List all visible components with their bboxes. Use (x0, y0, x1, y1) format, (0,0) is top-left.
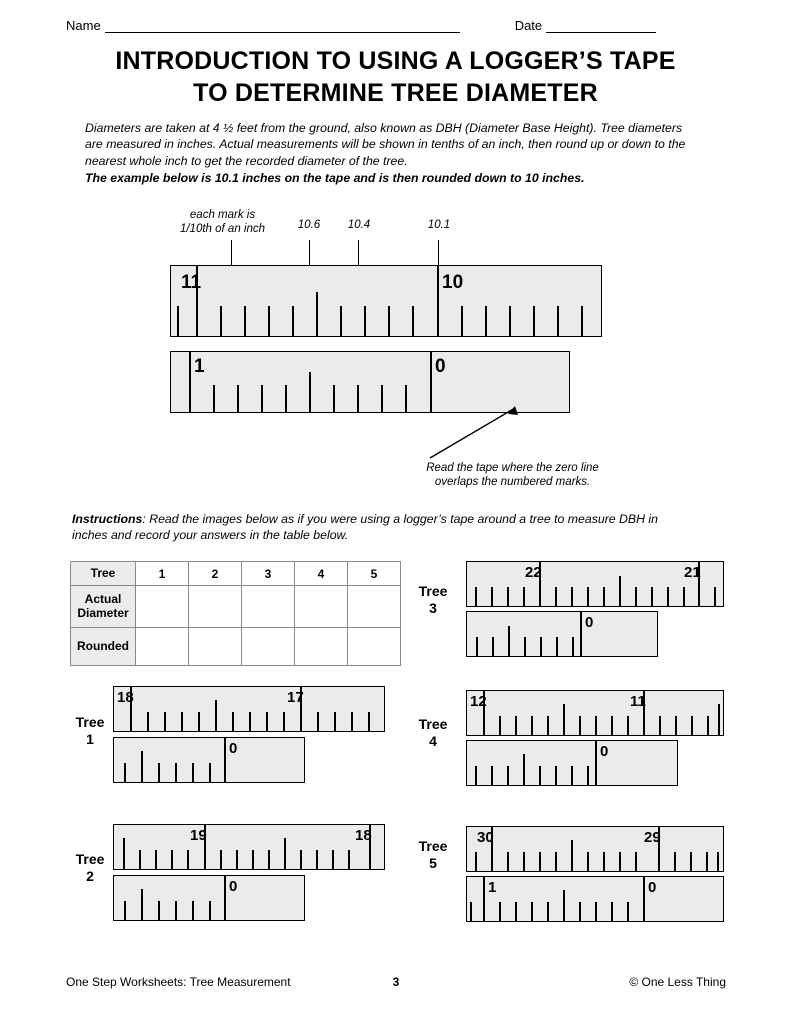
tick (547, 716, 549, 735)
tick (603, 587, 605, 606)
tick (557, 306, 559, 336)
tick (540, 637, 542, 656)
tick (556, 637, 558, 656)
callout-each-mark-line2: 1/10th of an inch (179, 223, 266, 236)
tree-2-bottom-number-right: 0 (229, 878, 238, 895)
table-row-label-actual-diameter (71, 586, 136, 628)
tree-4-bottom-number-right: 0 (600, 743, 609, 760)
example-bottom-number-right: 0 (435, 356, 446, 377)
tick (124, 763, 126, 782)
table-row (71, 628, 401, 666)
tree-3-label-line1: Tree (418, 583, 448, 599)
tick-half (523, 754, 525, 785)
tick (492, 637, 494, 656)
page-title-line2: TO DETERMINE TREE DIAMETER (193, 78, 598, 107)
table-cell-actual-5[interactable] (348, 586, 401, 628)
tree-1-bottom-number-right: 0 (229, 740, 238, 757)
tree-1-label-line2: 1 (86, 730, 94, 747)
tick (555, 587, 557, 606)
table-header-4: 4 (295, 562, 348, 586)
tick (524, 637, 526, 656)
tree-5-bottom-number-left: 1 (488, 879, 497, 896)
tick (155, 850, 157, 869)
row-label-line1: Actual (84, 591, 122, 606)
example-bottom-number-left: 1 (194, 356, 205, 377)
tick (461, 306, 463, 336)
table-cell-actual-3[interactable] (242, 586, 295, 628)
instructions-label: Instructions (72, 512, 143, 526)
tick (261, 385, 263, 412)
tick (659, 716, 661, 735)
tick (523, 587, 525, 606)
tick (491, 766, 493, 785)
tick (683, 587, 685, 606)
table-header-3: 3 (242, 562, 295, 586)
tick (252, 850, 254, 869)
tree-3-top-number-right: 21 (684, 564, 701, 581)
tree-5-label (405, 838, 461, 872)
tick (268, 850, 270, 869)
callout-each-mark (160, 208, 285, 236)
tick (187, 850, 189, 869)
tick-half (619, 576, 621, 606)
tick (198, 712, 200, 731)
table-cell-actual-2[interactable] (189, 586, 242, 628)
tick-half (571, 840, 573, 871)
tick (571, 766, 573, 785)
table-header-5: 5 (348, 562, 401, 586)
tick (283, 712, 285, 731)
tick (595, 716, 597, 735)
tick (181, 712, 183, 731)
tree-4-top-number-left: 12 (470, 693, 487, 710)
tick (675, 716, 677, 735)
tick-half (123, 838, 125, 869)
table-row (71, 586, 401, 628)
tree-2-top-number-right: 18 (355, 827, 372, 844)
tick (587, 766, 589, 785)
tick (334, 712, 336, 731)
tick (717, 852, 719, 871)
tick (507, 852, 509, 871)
tick (292, 306, 294, 336)
tick (691, 716, 693, 735)
tick (164, 712, 166, 731)
tree-4-label-line1: Tree (418, 716, 448, 732)
tick (266, 712, 268, 731)
tick-half (563, 704, 565, 735)
tick (192, 901, 194, 920)
callout-10-1: 10.1 (427, 219, 451, 231)
tick (244, 306, 246, 336)
instructions (72, 511, 692, 544)
tick (340, 306, 342, 336)
tick (533, 306, 535, 336)
tick (651, 587, 653, 606)
example-top-ruler (170, 265, 602, 337)
table-cell-rounded-4[interactable] (295, 628, 348, 666)
tick (547, 902, 549, 921)
tree-2-zero-line (224, 876, 226, 920)
tick (333, 385, 335, 412)
example-top-number-left: 11 (181, 272, 202, 293)
tick (555, 766, 557, 785)
tick (232, 712, 234, 731)
example-top-number-right: 10 (442, 272, 464, 293)
tree-5-top-number-right: 29 (644, 829, 661, 846)
tick (579, 902, 581, 921)
tick (348, 850, 350, 869)
tick-half (563, 890, 565, 921)
tick (587, 852, 589, 871)
tree-3-label (405, 583, 461, 617)
tick (515, 716, 517, 735)
tick (476, 637, 478, 656)
tree-3-zero-line (580, 612, 582, 656)
tick (209, 901, 211, 920)
tick-half (309, 372, 311, 412)
page-title-line1: INTRODUCTION TO USING A LOGGER’S TAPE (115, 47, 676, 75)
tick (332, 850, 334, 869)
tree-1-zero-line (224, 738, 226, 782)
tick-half (284, 838, 286, 869)
tree-3-bottom-ruler (466, 611, 658, 657)
tree-5-top-ruler (466, 826, 724, 872)
tick-half (141, 889, 143, 920)
tick (475, 587, 477, 606)
tree-2-bottom-ruler (113, 875, 305, 921)
tree-2-label (62, 851, 118, 885)
tree-4-top-number-right: 11 (630, 693, 646, 710)
tick (707, 716, 709, 735)
table-header-row (71, 562, 401, 586)
tick (475, 766, 477, 785)
tick (177, 306, 179, 336)
tick (714, 587, 716, 606)
tick (351, 712, 353, 731)
tree-2-top-number-left: 19 (190, 827, 207, 844)
tick (357, 385, 359, 412)
tick (236, 850, 238, 869)
tick (706, 852, 708, 871)
tree-4-label-line2: 4 (429, 732, 437, 749)
tick (158, 901, 160, 920)
tick (470, 902, 472, 921)
tree-3-bottom-number-right: 0 (585, 614, 594, 631)
intro-emphasis: The example below is 10.1 inches on the tape and is then rounded down to 10 inches. (85, 171, 585, 185)
tick (627, 902, 629, 921)
instructions-text: : Read the images below as if you were using a logger’s tape around a tree to measure DBH in inches and record your answers in the table below. (72, 512, 658, 543)
tick (285, 385, 287, 412)
tick (220, 850, 222, 869)
tick-half (215, 700, 217, 731)
date-input-line[interactable] (546, 19, 656, 33)
tick (388, 306, 390, 336)
zero-line-note-line2: overlaps the numbered marks. (434, 476, 591, 489)
tick (268, 306, 270, 336)
tick (368, 712, 370, 731)
zero-line-note-line1: Read the tape where the zero line (426, 462, 599, 474)
table-cell-actual-4[interactable] (295, 586, 348, 628)
tree-1-bottom-ruler (113, 737, 305, 783)
tree-3-top-ruler (466, 561, 724, 607)
tree-1-top-number-right: 17 (287, 689, 304, 706)
tick (317, 712, 319, 731)
example-bottom-line-1 (189, 352, 191, 412)
tick-half (508, 626, 510, 656)
table-cell-rounded-5[interactable] (348, 628, 401, 666)
intro-paragraph: Diameters are taken at 4 ½ feet from the ground, also known as DBH (Diameter Base Height). Tree diameters are measured in inches. Actual measurements will be shown in tenths of an inch, then round up or down to the nearest whole inch to get the recorded diameter of the tree. (85, 121, 686, 168)
tick (485, 306, 487, 336)
row-label-line2: Diameter (77, 605, 129, 620)
tick (499, 902, 501, 921)
tick (209, 763, 211, 782)
tick (499, 716, 501, 735)
tick (220, 306, 222, 336)
table-cell-rounded-1[interactable] (136, 628, 189, 666)
tick (147, 712, 149, 731)
tick (690, 852, 692, 871)
zero-line-note (395, 461, 630, 490)
tick (572, 637, 574, 656)
tick (412, 306, 414, 336)
footer-page-number: 3 (392, 975, 400, 989)
tree-4-top-ruler (466, 690, 724, 736)
tree-2-top-ruler (113, 824, 385, 870)
tick (515, 902, 517, 921)
tick (718, 704, 720, 735)
tree-2-label-line1: Tree (75, 851, 105, 867)
callout-each-mark-line1: each mark is (189, 209, 256, 221)
table-cell-actual-1[interactable] (136, 586, 189, 628)
tree-2-label-line2: 2 (86, 867, 94, 884)
tick (237, 385, 239, 412)
tree-5-bottom-line-1 (483, 877, 485, 921)
tick-half (141, 751, 143, 782)
footer-left: One Step Worksheets: Tree Measurement (66, 975, 291, 989)
table-row-label-rounded: Rounded (71, 628, 136, 666)
tick (674, 852, 676, 871)
tick (171, 850, 173, 869)
tick (475, 852, 477, 871)
table-header-tree: Tree (71, 562, 136, 586)
tree-1-label (62, 714, 118, 748)
tick (635, 587, 637, 606)
tick (509, 306, 511, 336)
tick-half (316, 292, 318, 336)
answer-table (70, 561, 401, 666)
tick (175, 763, 177, 782)
table-header-2: 2 (189, 562, 242, 586)
tick (611, 716, 613, 735)
tick (627, 716, 629, 735)
page-title (0, 46, 791, 110)
tick (619, 852, 621, 871)
table-cell-rounded-3[interactable] (242, 628, 295, 666)
callout-10-6: 10.6 (297, 219, 321, 231)
note-leader-line (400, 404, 520, 464)
tree-3-top-number-left: 22 (525, 564, 542, 581)
tick (381, 385, 383, 412)
tick (491, 587, 493, 606)
tree-3-label-line2: 3 (429, 599, 437, 616)
tick (213, 385, 215, 412)
tick (507, 766, 509, 785)
tree-4-zero-line (595, 741, 597, 785)
table-cell-rounded-2[interactable] (189, 628, 242, 666)
tick (364, 306, 366, 336)
tick (507, 587, 509, 606)
tick (531, 716, 533, 735)
tick (581, 306, 583, 336)
tree-5-label-line1: Tree (418, 838, 448, 854)
date-label: Date (514, 18, 543, 33)
example-bottom-zero-line (430, 352, 432, 412)
tick (175, 901, 177, 920)
tick (579, 716, 581, 735)
tick (555, 852, 557, 871)
tree-5-bottom-ruler (466, 876, 724, 922)
tree-1-top-ruler (113, 686, 385, 732)
page-footer (66, 975, 726, 989)
tree-5-top-number-left: 30 (477, 829, 494, 846)
tree-5-zero-line (643, 877, 645, 921)
tick (539, 766, 541, 785)
tick (603, 852, 605, 871)
tick (667, 587, 669, 606)
tick (539, 852, 541, 871)
tick (249, 712, 251, 731)
example-top-line-10 (437, 266, 439, 336)
table-header-1: 1 (136, 562, 189, 586)
tick (158, 763, 160, 782)
tree-4-label (405, 716, 461, 750)
tick (192, 763, 194, 782)
tick (571, 587, 573, 606)
tick (595, 902, 597, 921)
tree-1-top-number-left: 18 (117, 689, 134, 706)
tick (300, 850, 302, 869)
name-input-line[interactable] (105, 19, 460, 33)
name-label: Name (66, 18, 101, 33)
tree-5-bottom-number-right: 0 (648, 879, 657, 896)
tick (139, 850, 141, 869)
tick (124, 901, 126, 920)
header-fields (66, 18, 726, 33)
tick (587, 587, 589, 606)
tick (531, 902, 533, 921)
tick (611, 902, 613, 921)
tick (316, 850, 318, 869)
tree-1-label-line1: Tree (75, 714, 105, 730)
tick (523, 852, 525, 871)
callout-10-4: 10.4 (347, 219, 371, 231)
tree-5-label-line2: 5 (429, 854, 437, 871)
tree-4-bottom-ruler (466, 740, 678, 786)
footer-right: © One Less Thing (629, 975, 726, 989)
tick (635, 852, 637, 871)
